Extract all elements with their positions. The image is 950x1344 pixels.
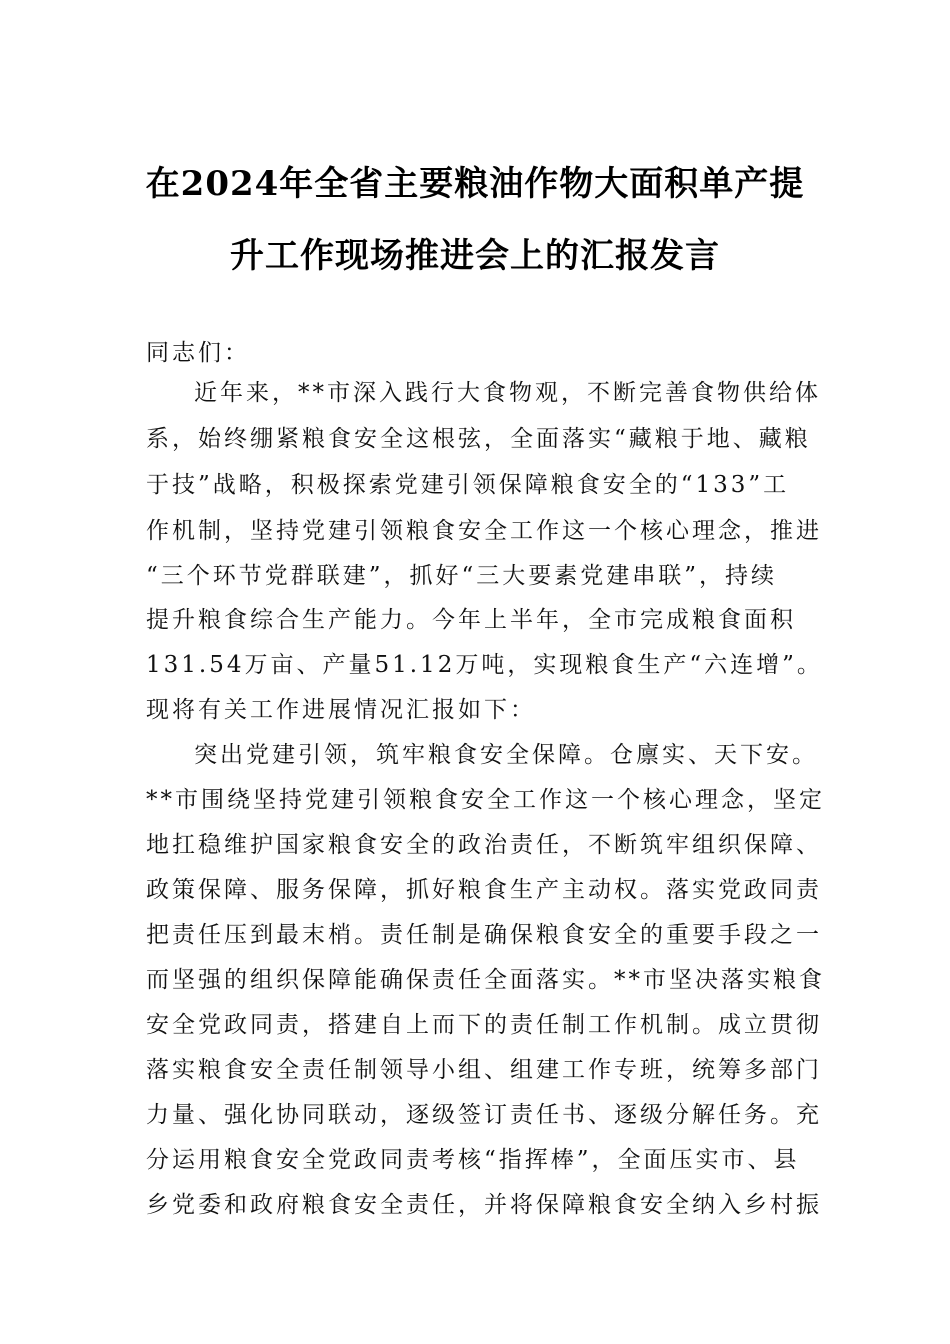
paragraph-line: 作机制，坚持党建引领粮食安全工作这一个核心理念，推进 (146, 518, 822, 544)
document-title-line-1: 在2024年全省主要粮油作物大面积单产提 (145, 164, 805, 204)
paragraph-line: **市围绕坚持党建引领粮食安全工作这一个核心理念，坚定 (146, 787, 825, 813)
paragraph-line: 而坚强的组织保障能确保责任全面落实。**市坚决落实粮食 (146, 967, 825, 993)
paragraph-line: 现将有关工作进展情况汇报如下： (146, 697, 536, 723)
paragraph-line: 乡党委和政府粮食安全责任，并将保障粮食安全纳入乡村振 (146, 1192, 822, 1218)
paragraph-line: 突出党建引领，筑牢粮食安全保障。仓廪实、天下安。 (194, 742, 818, 768)
document-title-line-2: 升工作现场推进会上的汇报发言 (230, 236, 720, 276)
paragraph-line: 于技”战略，积极探索党建引领保障粮食安全的“133”工 (146, 472, 790, 498)
paragraph-line: 力量、强化协同联动，逐级签订责任书、逐级分解任务。充 (146, 1102, 822, 1128)
paragraph-line: 分运用粮食安全党政同责考核“指挥棒”，全面压实市、县 (146, 1147, 800, 1173)
paragraph-line: 系，始终绷紧粮食安全这根弦，全面落实“藏粮于地、藏粮 (146, 426, 811, 452)
paragraph-line: 地扛稳维护国家粮食安全的政治责任，不断筑牢组织保障、 (146, 832, 822, 858)
paragraph-line: 131.54万亩、产量51.12万吨，实现粮食生产“六连增”。 (146, 652, 823, 678)
paragraph-line: 安全党政同责，搭建自上而下的责任制工作机制。成立贯彻 (146, 1012, 822, 1038)
paragraph-line: 落实粮食安全责任制领导小组、组建工作专班，统筹多部门 (146, 1057, 822, 1083)
paragraph-line: 把责任压到最末梢。责任制是确保粮食安全的重要手段之一 (146, 922, 822, 948)
paragraph-line: 提升粮食综合生产能力。今年上半年，全市完成粮食面积 (146, 607, 796, 633)
paragraph-line: 近年来，**市深入践行大食物观，不断完善食物供给体 (194, 380, 821, 406)
salutation: 同志们： (146, 340, 250, 366)
paragraph-line: “三个环节党群联建”，抓好“三大要素党建串联”，持续 (146, 563, 778, 589)
paragraph-line: 政策保障、服务保障，抓好粮食生产主动权。落实党政同责 (146, 877, 822, 903)
